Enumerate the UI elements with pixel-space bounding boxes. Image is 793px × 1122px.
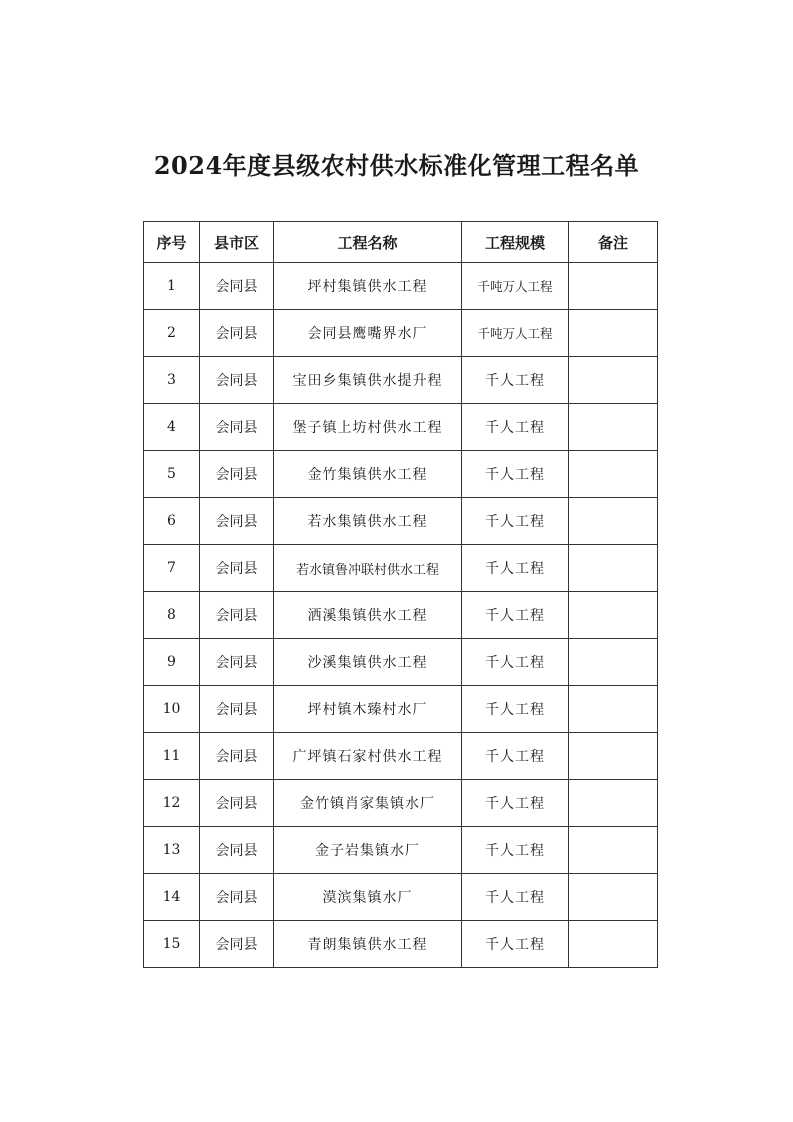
cell-project-name: 沙溪集镇供水工程 xyxy=(274,639,462,686)
cell-county: 会同县 xyxy=(200,780,274,827)
cell-project-name: 坪村集镇供水工程 xyxy=(274,263,462,310)
cell-project-name: 若水集镇供水工程 xyxy=(274,498,462,545)
project-table xyxy=(143,221,658,968)
cell-project-scale: 千人工程 xyxy=(462,780,569,827)
cell-remarks xyxy=(569,921,658,968)
cell-county: 会同县 xyxy=(200,686,274,733)
table-row xyxy=(144,404,658,451)
cell-remarks xyxy=(569,686,658,733)
cell-county: 会同县 xyxy=(200,498,274,545)
cell-remarks xyxy=(569,733,658,780)
cell-project-scale: 千人工程 xyxy=(462,874,569,921)
cell-county: 会同县 xyxy=(200,921,274,968)
cell-remarks xyxy=(569,404,658,451)
cell-remarks xyxy=(569,263,658,310)
cell-serial-number: 11 xyxy=(144,733,200,780)
cell-project-name: 金子岩集镇水厂 xyxy=(274,827,462,874)
cell-serial-number: 6 xyxy=(144,498,200,545)
cell-county: 会同县 xyxy=(200,310,274,357)
table-row xyxy=(144,545,658,592)
cell-project-name: 金竹镇肖家集镇水厂 xyxy=(274,780,462,827)
cell-remarks xyxy=(569,827,658,874)
cell-project-scale: 千人工程 xyxy=(462,639,569,686)
table-row xyxy=(144,498,658,545)
cell-project-name: 洒溪集镇供水工程 xyxy=(274,592,462,639)
table-row xyxy=(144,310,658,357)
cell-remarks xyxy=(569,545,658,592)
cell-county: 会同县 xyxy=(200,451,274,498)
cell-remarks xyxy=(569,639,658,686)
table-row xyxy=(144,451,658,498)
cell-remarks xyxy=(569,357,658,404)
cell-project-name: 宝田乡集镇供水提升程 xyxy=(274,357,462,404)
cell-serial-number: 8 xyxy=(144,592,200,639)
table-row xyxy=(144,733,658,780)
cell-project-name: 青朗集镇供水工程 xyxy=(274,921,462,968)
table-row xyxy=(144,874,658,921)
cell-remarks xyxy=(569,780,658,827)
cell-project-scale: 千吨万人工程 xyxy=(462,263,569,310)
cell-project-scale: 千人工程 xyxy=(462,592,569,639)
cell-project-name: 若水镇鲁冲联村供水工程 xyxy=(274,545,462,592)
cell-serial-number: 15 xyxy=(144,921,200,968)
cell-serial-number: 14 xyxy=(144,874,200,921)
cell-project-scale: 千人工程 xyxy=(462,404,569,451)
cell-project-name: 漠滨集镇水厂 xyxy=(274,874,462,921)
cell-project-name: 广坪镇石家村供水工程 xyxy=(274,733,462,780)
cell-serial-number: 5 xyxy=(144,451,200,498)
cell-serial-number: 2 xyxy=(144,310,200,357)
header-remarks: 备注 xyxy=(569,222,658,263)
cell-remarks xyxy=(569,874,658,921)
cell-project-scale: 千人工程 xyxy=(462,451,569,498)
table-row xyxy=(144,639,658,686)
cell-project-name: 金竹集镇供水工程 xyxy=(274,451,462,498)
header-serial-number: 序号 xyxy=(144,222,200,263)
document-title: 2024年度县级农村供水标准化管理工程名单 xyxy=(153,151,640,180)
cell-serial-number: 4 xyxy=(144,404,200,451)
cell-project-scale: 千人工程 xyxy=(462,921,569,968)
cell-serial-number: 9 xyxy=(144,639,200,686)
cell-project-name: 坪村镇木臻村水厂 xyxy=(274,686,462,733)
table-row xyxy=(144,357,658,404)
cell-project-scale: 千人工程 xyxy=(462,733,569,780)
table-row xyxy=(144,921,658,968)
cell-serial-number: 7 xyxy=(144,545,200,592)
cell-serial-number: 1 xyxy=(144,263,200,310)
cell-project-scale: 千人工程 xyxy=(462,686,569,733)
cell-county: 会同县 xyxy=(200,357,274,404)
cell-remarks xyxy=(569,310,658,357)
cell-project-scale: 千吨万人工程 xyxy=(462,310,569,357)
table-row xyxy=(144,827,658,874)
cell-project-name: 会同县鹰嘴界水厂 xyxy=(274,310,462,357)
cell-project-scale: 千人工程 xyxy=(462,498,569,545)
cell-county: 会同县 xyxy=(200,827,274,874)
cell-county: 会同县 xyxy=(200,592,274,639)
cell-project-name: 堡子镇上坊村供水工程 xyxy=(274,404,462,451)
cell-serial-number: 3 xyxy=(144,357,200,404)
cell-county: 会同县 xyxy=(200,639,274,686)
cell-county: 会同县 xyxy=(200,404,274,451)
table-header-row xyxy=(144,222,658,263)
cell-county: 会同县 xyxy=(200,733,274,780)
header-county: 县市区 xyxy=(200,222,274,263)
cell-county: 会同县 xyxy=(200,874,274,921)
cell-county: 会同县 xyxy=(200,263,274,310)
table-row xyxy=(144,780,658,827)
cell-serial-number: 13 xyxy=(144,827,200,874)
cell-serial-number: 10 xyxy=(144,686,200,733)
cell-remarks xyxy=(569,498,658,545)
cell-remarks xyxy=(569,451,658,498)
cell-project-scale: 千人工程 xyxy=(462,827,569,874)
cell-county: 会同县 xyxy=(200,545,274,592)
header-project-scale: 工程规模 xyxy=(462,222,569,263)
table-row xyxy=(144,592,658,639)
table-row xyxy=(144,686,658,733)
cell-project-scale: 千人工程 xyxy=(462,545,569,592)
table-row xyxy=(144,263,658,310)
cell-remarks xyxy=(569,592,658,639)
cell-project-scale: 千人工程 xyxy=(462,357,569,404)
header-project-name: 工程名称 xyxy=(274,222,462,263)
cell-serial-number: 12 xyxy=(144,780,200,827)
